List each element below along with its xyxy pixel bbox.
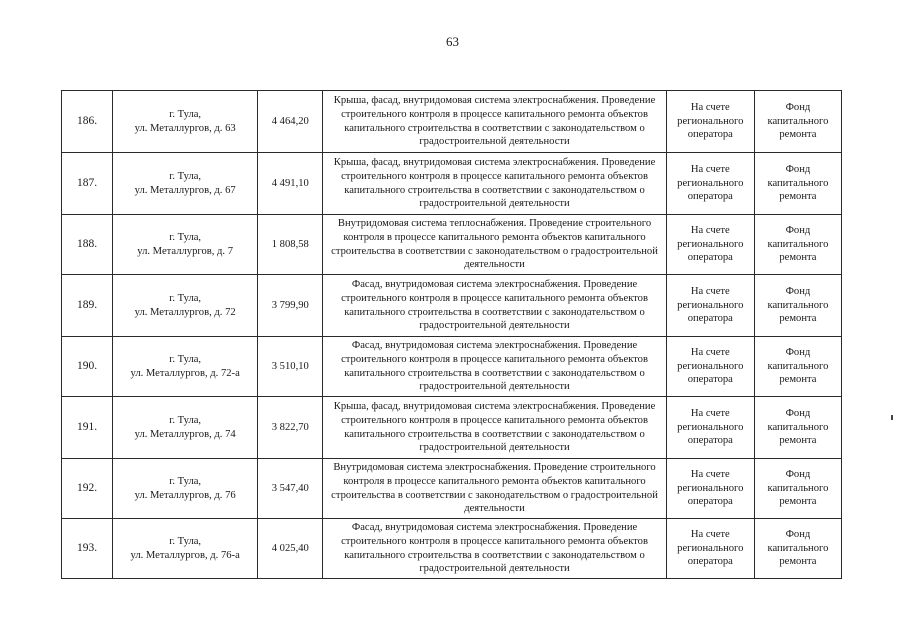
address-cell (113, 153, 258, 215)
row-number: 188. (62, 215, 113, 275)
row-number: 189. (62, 275, 113, 337)
cost-cell: 1 808,58 (258, 215, 323, 275)
cost-cell: 4 464,20 (258, 91, 323, 153)
work-description-cell: Внутридомовая система электроснабжения. Проведение строительного контроля в процессе капитального ремонта объектов капитального строительства в соответствии с законодательством о градостроительной деятельности (323, 459, 666, 519)
work-description-cell: Фасад, внутридомовая система электроснабжения. Проведение строительного контроля в процессе капитального ремонта объектов капитального строительства в соответствии с законодательством о градостроительной деятельности (323, 275, 666, 337)
work-description-cell: Крыша, фасад, внутридомовая система электроснабжения. Проведение строительного контроля в процессе капитального ремонта объектов капитального строительства в соответствии с законодательством о градостроительной деятельности (323, 91, 666, 153)
work-description-cell: Крыша, фасад, внутридомовая система электроснабжения. Проведение строительного контроля в процессе капитального ремонта объектов капитального строительства в соответствии с законодательством о градостроительной деятельности (323, 153, 666, 215)
funding-source-cell: Фонд капитального ремонта (754, 275, 841, 337)
table-row (62, 519, 842, 579)
address-cell (113, 215, 258, 275)
account-cell: На счете регионального оператора (666, 215, 754, 275)
table-row (62, 91, 842, 153)
page-number: 63 (446, 34, 459, 49)
row-number: 191. (62, 397, 113, 459)
address-cell (113, 519, 258, 579)
account-cell: На счете регионального оператора (666, 153, 754, 215)
row-number: 193. (62, 519, 113, 579)
row-number: 192. (62, 459, 113, 519)
row-number: 187. (62, 153, 113, 215)
account-cell: На счете регионального оператора (666, 337, 754, 397)
address-city: г. Тула, (169, 353, 202, 365)
address-city: г. Тула, (169, 535, 202, 547)
account-cell: На счете регионального оператора (666, 459, 754, 519)
cost-cell: 3 799,90 (258, 275, 323, 337)
account-cell: На счете регионального оператора (666, 275, 754, 337)
account-cell: На счете регионального оператора (666, 91, 754, 153)
work-description-cell: Фасад, внутридомовая система электроснабжения. Проведение строительного контроля в процессе капитального ремонта объектов капитального строительства в соответствии с законодательством о градостроительной деятельности (323, 519, 666, 579)
address-street: ул. Металлургов, д. 72 (134, 306, 236, 318)
table-body (62, 91, 842, 579)
address-city: г. Тула, (169, 108, 202, 120)
address-street: ул. Металлургов, д. 7 (137, 245, 234, 257)
address-street: ул. Металлургов, д. 76 (134, 489, 236, 501)
address-street: ул. Металлургов, д. 67 (134, 184, 236, 196)
address-city: г. Тула, (169, 475, 202, 487)
address-cell (113, 397, 258, 459)
address-cell (113, 459, 258, 519)
address-city: г. Тула, (169, 292, 202, 304)
table-row (62, 459, 842, 519)
work-description-cell: Фасад, внутридомовая система электроснабжения. Проведение строительного контроля в процессе капитального ремонта объектов капитального строительства в соответствии с законодательством о градостроительной деятельности (323, 337, 666, 397)
account-cell: На счете регионального оператора (666, 397, 754, 459)
funding-source-cell: Фонд капитального ремонта (754, 459, 841, 519)
work-description-cell: Крыша, фасад, внутридомовая система электроснабжения. Проведение строительного контроля в процессе капитального ремонта объектов капитального строительства в соответствии с законодательством о градостроительной деятельности (323, 397, 666, 459)
table-row (62, 337, 842, 397)
row-number: 190. (62, 337, 113, 397)
funding-source-cell: Фонд капитального ремонта (754, 337, 841, 397)
address-cell (113, 337, 258, 397)
table-row (62, 215, 842, 275)
repair-registry-table (61, 90, 842, 579)
funding-source-cell: Фонд капитального ремонта (754, 397, 841, 459)
cost-cell: 3 547,40 (258, 459, 323, 519)
table-row (62, 275, 842, 337)
cost-cell: 4 491,10 (258, 153, 323, 215)
scan-artifact-mark (891, 415, 893, 420)
address-city: г. Тула, (169, 170, 202, 182)
address-street: ул. Металлургов, д. 76-а (130, 549, 240, 561)
cost-cell: 3 822,70 (258, 397, 323, 459)
funding-source-cell: Фонд капитального ремонта (754, 153, 841, 215)
account-cell: На счете регионального оператора (666, 519, 754, 579)
cost-cell: 4 025,40 (258, 519, 323, 579)
funding-source-cell: Фонд капитального ремонта (754, 519, 841, 579)
address-street: ул. Металлургов, д. 72-а (130, 367, 240, 379)
work-description-cell: Внутридомовая система теплоснабжения. Проведение строительного контроля в процессе капитального ремонта объектов капитального строительства в соответствии с законодательством о градостроительной деятельности (323, 215, 666, 275)
address-city: г. Тула, (169, 414, 202, 426)
cost-cell: 3 510,10 (258, 337, 323, 397)
address-cell (113, 91, 258, 153)
address-cell (113, 275, 258, 337)
funding-source-cell: Фонд капитального ремонта (754, 215, 841, 275)
address-street: ул. Металлургов, д. 63 (134, 122, 236, 134)
row-number: 186. (62, 91, 113, 153)
address-street: ул. Металлургов, д. 74 (134, 428, 236, 440)
funding-source-cell: Фонд капитального ремонта (754, 91, 841, 153)
address-city: г. Тула, (169, 231, 202, 243)
table-row (62, 397, 842, 459)
table-row (62, 153, 842, 215)
